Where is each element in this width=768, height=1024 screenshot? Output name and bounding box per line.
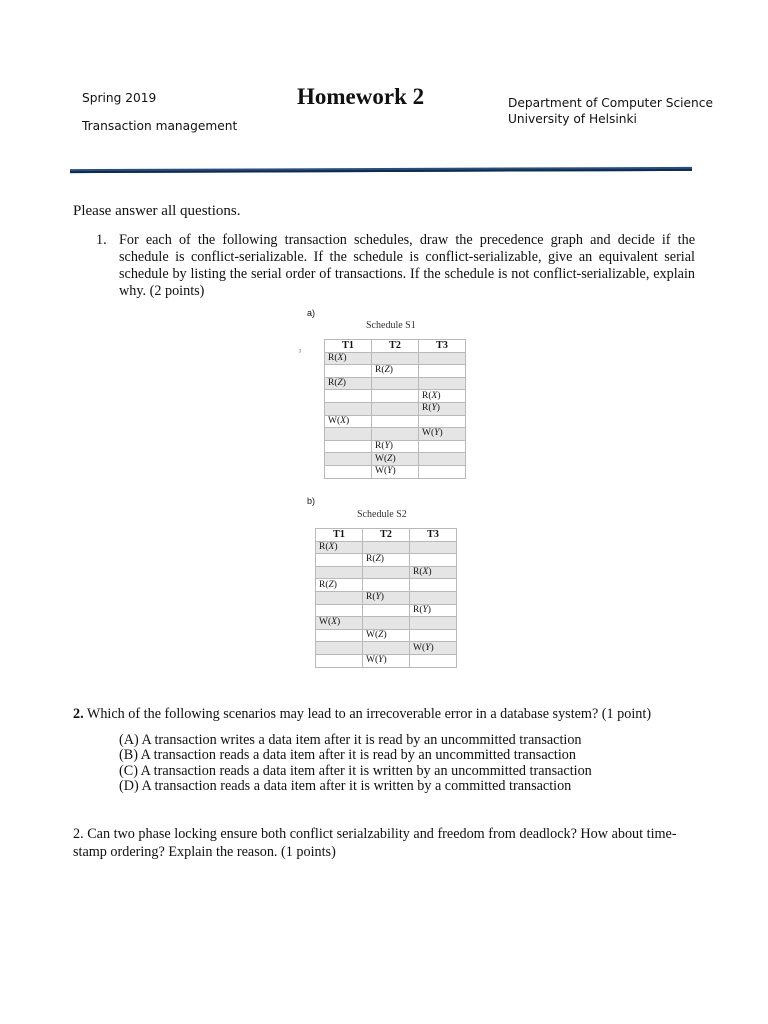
question-2 — [73, 706, 651, 723]
column-header: T1 — [325, 340, 372, 353]
table-cell — [419, 377, 466, 390]
column-header: T2 — [363, 529, 410, 542]
table-cell — [410, 591, 457, 604]
university-label: University of Helsinki — [508, 112, 637, 126]
option-c: (C) A transaction reads a data item after it is written by an uncommitted transaction — [119, 763, 592, 779]
table-cell — [419, 352, 466, 365]
schedule-1-title: Schedule S1 — [366, 320, 416, 331]
table-cell — [316, 591, 363, 604]
table-cell: R(X) — [410, 566, 457, 579]
question-1-number: 1. — [96, 232, 107, 248]
table-cell: W(X) — [325, 415, 372, 428]
table-row — [325, 365, 466, 378]
table-cell — [325, 402, 372, 415]
table-cell — [410, 579, 457, 592]
table-cell — [316, 566, 363, 579]
table-row — [316, 554, 457, 567]
table-cell: R(Z) — [363, 554, 410, 567]
table-cell — [372, 352, 419, 365]
table-cell: R(X) — [419, 390, 466, 403]
table-cell — [419, 440, 466, 453]
table-cell — [363, 541, 410, 554]
table-row — [325, 390, 466, 403]
table-cell — [363, 566, 410, 579]
table-cell — [363, 579, 410, 592]
intro-text: Please answer all questions. — [73, 203, 241, 219]
table-cell: W(Z) — [372, 453, 419, 466]
department-label: Department of Computer Science — [508, 96, 713, 110]
table-row — [316, 541, 457, 554]
table-cell — [316, 629, 363, 642]
table-cell — [372, 402, 419, 415]
table-cell — [325, 365, 372, 378]
column-header: T3 — [419, 340, 466, 353]
table-cell — [372, 377, 419, 390]
table-row — [316, 642, 457, 655]
column-header: T1 — [316, 529, 363, 542]
table-cell: R(Y) — [419, 402, 466, 415]
table-row — [325, 377, 466, 390]
table-cell: R(X) — [316, 541, 363, 554]
table-cell — [419, 365, 466, 378]
table-cell: W(Y) — [363, 654, 410, 667]
semester-label: Spring 2019 — [82, 91, 157, 105]
table-cell — [419, 453, 466, 466]
table-row — [316, 617, 457, 630]
table-cell — [410, 541, 457, 554]
table-cell: R(Z) — [325, 377, 372, 390]
table-row — [316, 604, 457, 617]
table-header-row — [325, 340, 466, 353]
course-label: Transaction management — [82, 119, 238, 133]
table-cell — [363, 604, 410, 617]
table-cell — [325, 428, 372, 441]
table-cell — [410, 654, 457, 667]
table-cell: R(Z) — [372, 365, 419, 378]
question-3-text: 2. Can two phase locking ensure both conflict serialzability and freedom from deadlock? How about time-stamp ordering? Explain the reason. (1 points) — [73, 826, 677, 860]
table-cell — [325, 440, 372, 453]
table-row — [316, 654, 457, 667]
option-b: (B) A transaction reads a data item after it is read by an uncommitted transaction — [119, 747, 576, 763]
question-2-text: Which of the following scenarios may lead to an irrecoverable error in a database system? (1 point) — [83, 706, 652, 722]
table-cell — [325, 465, 372, 478]
table-cell — [316, 642, 363, 655]
stray-mark: ˀ — [299, 348, 301, 357]
schedule-2-label: b) — [307, 496, 316, 506]
table-cell — [372, 428, 419, 441]
table-cell: R(Z) — [316, 579, 363, 592]
column-header: T3 — [410, 529, 457, 542]
schedule-2-table — [315, 528, 457, 668]
table-cell: W(Y) — [410, 642, 457, 655]
table-cell — [325, 453, 372, 466]
page-title: Homework 2 — [297, 84, 425, 109]
table-cell — [325, 390, 372, 403]
table-cell — [419, 415, 466, 428]
table-row — [316, 566, 457, 579]
table-row — [325, 428, 466, 441]
table-cell — [316, 554, 363, 567]
schedule-1-table — [324, 339, 466, 479]
question-1-text: For each of the following transaction schedules, draw the precedence graph and decide if the schedule is conflict-serializable. If the schedule is conflict-serializable, give an equivalent serial schedule by listing the serial order of transactions. If the schedule is not conflict-serializable, explain why. (2 points) — [119, 232, 695, 299]
table-cell — [363, 617, 410, 630]
table-row — [325, 352, 466, 365]
schedule-1-label: a) — [307, 308, 316, 318]
table-row — [325, 440, 466, 453]
option-a: (A) A transaction writes a data item after it is read by an uncommitted transaction — [119, 732, 582, 748]
table-row — [316, 591, 457, 604]
column-header: T2 — [372, 340, 419, 353]
table-cell — [419, 465, 466, 478]
header-divider — [70, 167, 692, 173]
table-row — [325, 415, 466, 428]
table-cell: W(Y) — [372, 465, 419, 478]
schedule-2-title: Schedule S2 — [357, 509, 407, 520]
table-row — [325, 465, 466, 478]
table-cell — [363, 642, 410, 655]
table-cell — [372, 390, 419, 403]
table-row — [325, 402, 466, 415]
table-cell: R(Y) — [372, 440, 419, 453]
table-header-row — [316, 529, 457, 542]
table-row — [316, 579, 457, 592]
table-cell — [316, 604, 363, 617]
option-d: (D) A transaction reads a data item after it is written by a committed transaction — [119, 778, 572, 794]
table-cell: W(X) — [316, 617, 363, 630]
table-cell: R(Y) — [410, 604, 457, 617]
table-cell: W(Y) — [419, 428, 466, 441]
table-cell — [410, 617, 457, 630]
question-2-number: 2. — [73, 706, 84, 722]
table-row — [316, 629, 457, 642]
table-cell — [410, 629, 457, 642]
table-cell — [316, 654, 363, 667]
table-cell: R(Y) — [363, 591, 410, 604]
table-row — [325, 453, 466, 466]
table-cell: W(Z) — [363, 629, 410, 642]
table-cell — [410, 554, 457, 567]
table-cell: R(X) — [325, 352, 372, 365]
table-cell — [372, 415, 419, 428]
